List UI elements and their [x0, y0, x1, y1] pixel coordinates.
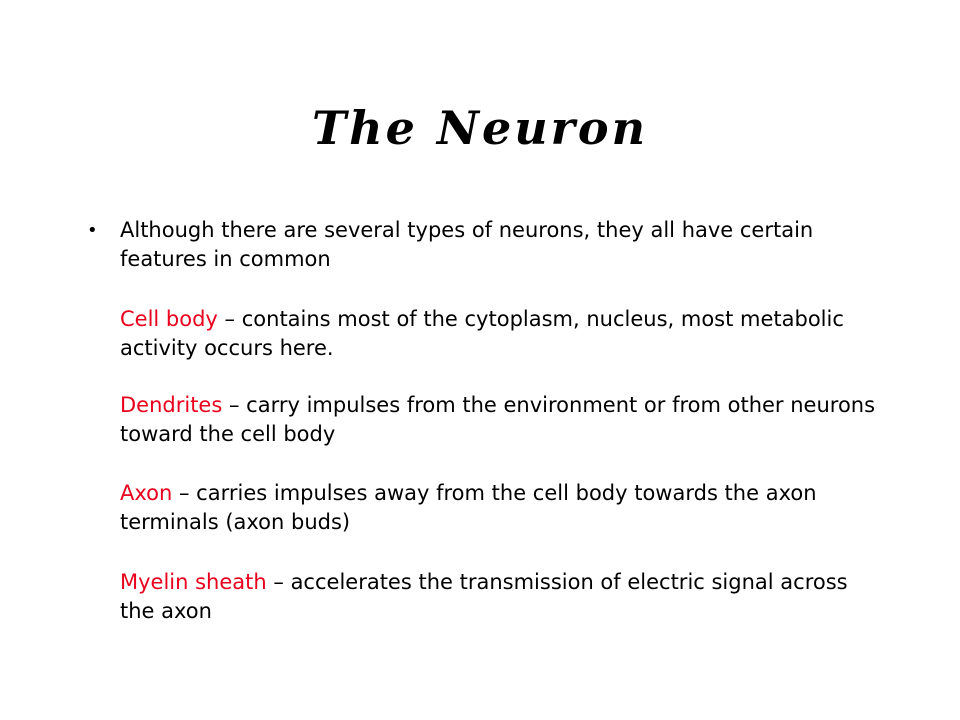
definition-separator: –	[217, 307, 242, 331]
definition-separator: –	[172, 481, 197, 505]
definition-text: contains most of the cytoplasm, nucleus, most metabolic activity occurs here.	[120, 307, 844, 360]
slide-title: The Neuron	[311, 101, 649, 155]
definition-separator: –	[266, 570, 291, 594]
term-myelin-sheath: Myelin sheath	[120, 570, 267, 594]
definition-separator: –	[222, 393, 247, 417]
term-cell-body: Cell body	[120, 307, 218, 331]
term-axon: Axon	[120, 481, 173, 505]
definition-text: carry impulses from the environment or from other neurons toward the cell body	[120, 393, 876, 446]
term-dendrites: Dendrites	[120, 393, 223, 417]
definition-myelin-sheath	[120, 568, 880, 626]
bullet-text: Although there are several types of neurons, they all have certain features in common	[120, 218, 814, 271]
definition-text: accelerates the transmission of electric signal across the axon	[120, 570, 848, 623]
definition-cell-body	[120, 305, 880, 363]
definition-dendrites	[120, 391, 880, 449]
definition-text: carries impulses away from the cell body towards the axon terminals (axon buds)	[120, 481, 817, 534]
definition-axon	[120, 479, 880, 537]
bullet-marker: •	[87, 220, 98, 241]
